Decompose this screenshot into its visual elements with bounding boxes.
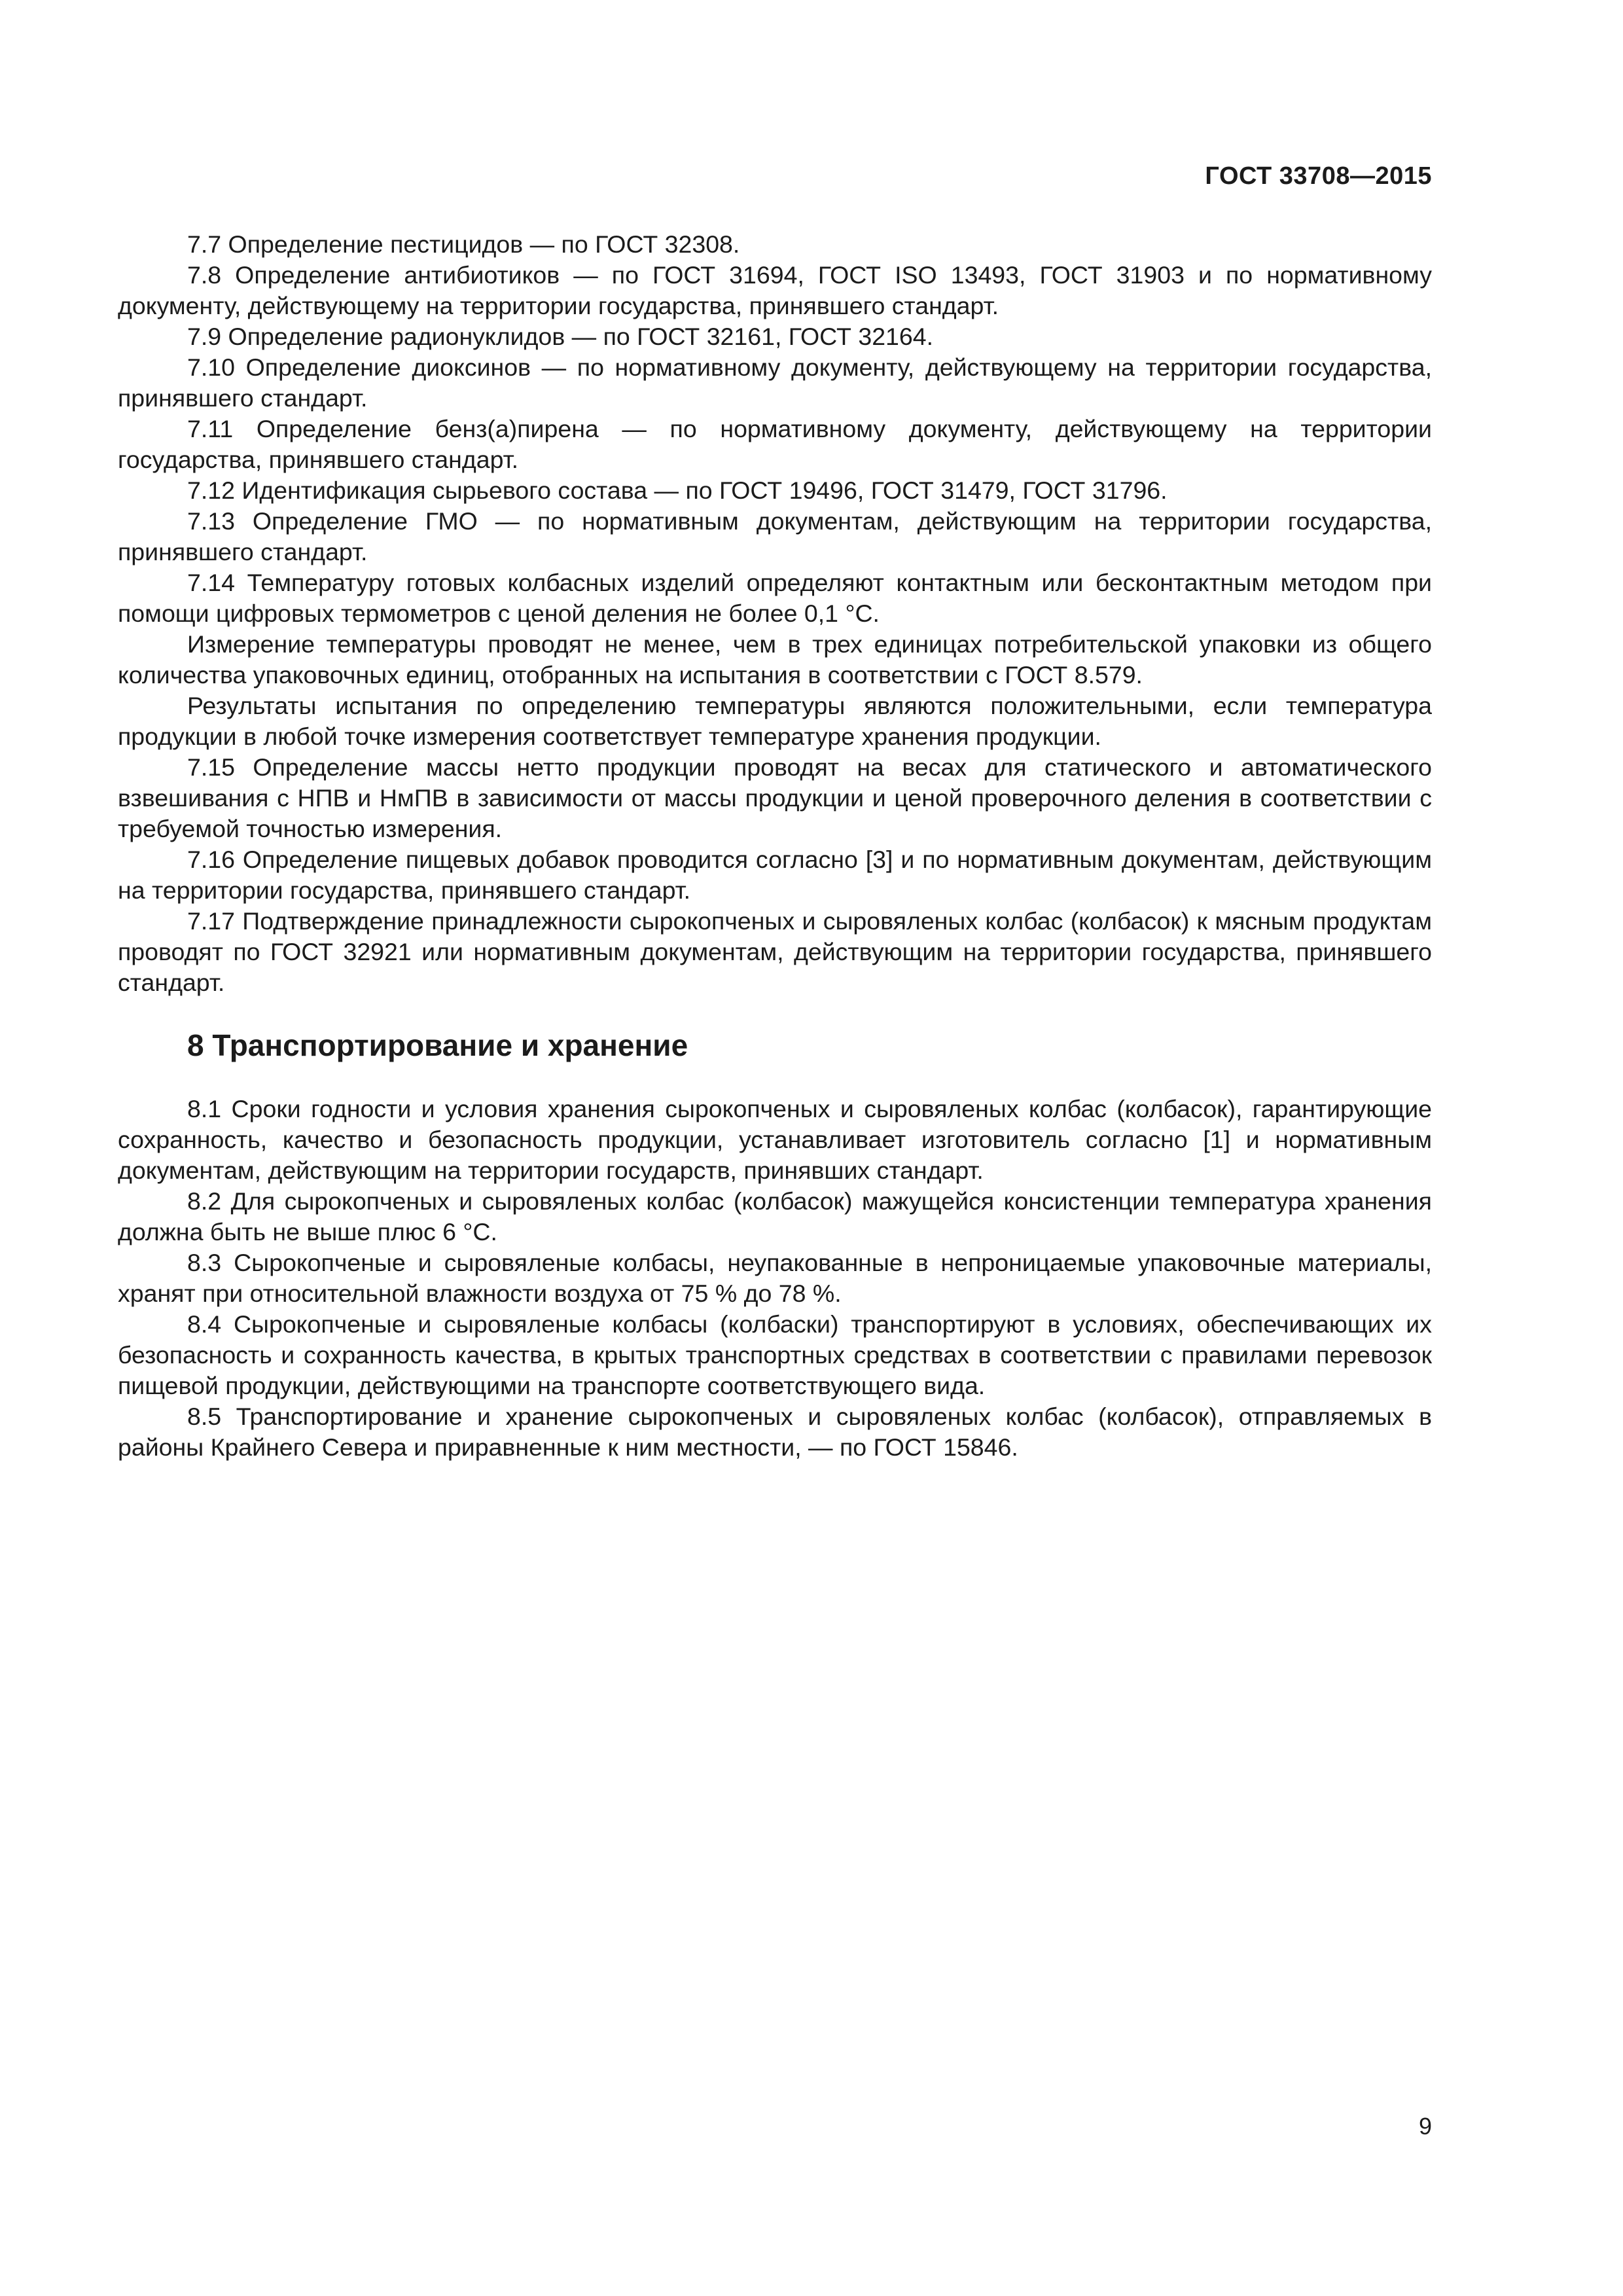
paragraph-8-2: 8.2 Для сырокопченых и сыровяленых колбас (колбасок) мажущейся консистенции температура хранения должна быть не выше плюс 6 °С.: [118, 1187, 1432, 1246]
paragraph-7-15: 7.15 Определение массы нетто продукции проводят на весах для статического и автоматического взвешивания с НПВ и НмПВ в зависимости от массы продукции и ценой проверочного деления в соответствии с требуемой точностью измерения.: [118, 753, 1432, 842]
paragraph-7-14: 7.14 Температуру готовых колбасных изделий определяют контактным или бесконтактным методом при помощи цифровых термометров с ценой деления не более 0,1 °С.: [118, 569, 1432, 627]
paragraph-8-5: 8.5 Транспортирование и хранение сырокопченых и сыровяленых колбас (колбасок), отправляемых в районы Крайнего Севера и приравненные к ним местности, — по ГОСТ 15846.: [118, 1403, 1432, 1461]
paragraph-7-17: 7.17 Подтверждение принадлежности сырокопченых и сыровяленых колбас (колбасок) к мясным продуктам проводят по ГОСТ 32921 или нормативным документам, действующим на территории государства, принявшего стандарт.: [118, 907, 1432, 996]
paragraph-7-13: 7.13 Определение ГМО — по нормативным документам, действующим на территории государства, принявшего стандарт.: [118, 507, 1432, 565]
paragraph-7-12: 7.12 Идентификация сырьевого состава — по ГОСТ 19496, ГОСТ 31479, ГОСТ 31796.: [187, 476, 1168, 504]
paragraph-7-10: 7.10 Определение диоксинов — по нормативному документу, действующему на территории государства, принявшего стандарт.: [118, 353, 1432, 412]
paragraph-7-14-measurement: Измерение температуры проводят не менее, чем в трех единицах потребительской упаковки из общего количества упаковочных единиц, отобранных на испытания в соответствии с ГОСТ 8.579.: [118, 630, 1432, 689]
paragraph-7-16: 7.16 Определение пищевых добавок проводится согласно [3] и по нормативным документам, действующим на территории государства, принявшего стандарт.: [118, 846, 1432, 904]
section-heading: 8 Транспортирование и хранение: [187, 1028, 688, 1062]
paragraph-8-3: 8.3 Сырокопченые и сыровяленые колбасы, неупакованные в непроницаемые упаковочные материалы, хранят при относительной влажности воздуха от 75 % до 78 %.: [118, 1249, 1432, 1307]
paragraph-7-7: 7.7 Определение пестицидов — по ГОСТ 32308.: [187, 230, 740, 258]
paragraph-8-4: 8.4 Сырокопченые и сыровяленые колбасы (колбаски) транспортируют в условиях, обеспечивающих их безопасность и сохранность качества, в крытых транспортных средствах в соответствии с правилами перевозок пищевой продукции, действующими на транспорте соответствующего вида.: [118, 1310, 1432, 1399]
paragraph-7-11: 7.11 Определение бенз(а)пирена — по нормативному документу, действующему на территории государства, принявшего стандарт.: [118, 415, 1432, 473]
document-body: [118, 229, 1432, 1463]
paragraph-7-8: 7.8 Определение антибиотиков — по ГОСТ 31694, ГОСТ ISO 13493, ГОСТ 31903 и по нормативному документу, действующему на территории государства, принявшего стандарт.: [118, 261, 1432, 319]
paragraph-8-1: 8.1 Сроки годности и условия хранения сырокопченых и сыровяленых колбас (колбасок), гарантирующие сохранность, качество и безопасность продукции, устанавливает изготовитель согласно [1] и нормативным документам, действующим на территории государств, принявших стандарт.: [118, 1095, 1432, 1184]
page-number: 9: [1418, 2113, 1432, 2140]
paragraph-7-9: 7.9 Определение радионуклидов — по ГОСТ 32161, ГОСТ 32164.: [187, 323, 934, 350]
document-number-header: ГОСТ 33708—2015: [1205, 162, 1432, 190]
paragraph-7-14-results: Результаты испытания по определению температуры являются положительными, если температура продукции в любой точке измерения соответствует температуре хранения продукции.: [118, 692, 1432, 750]
